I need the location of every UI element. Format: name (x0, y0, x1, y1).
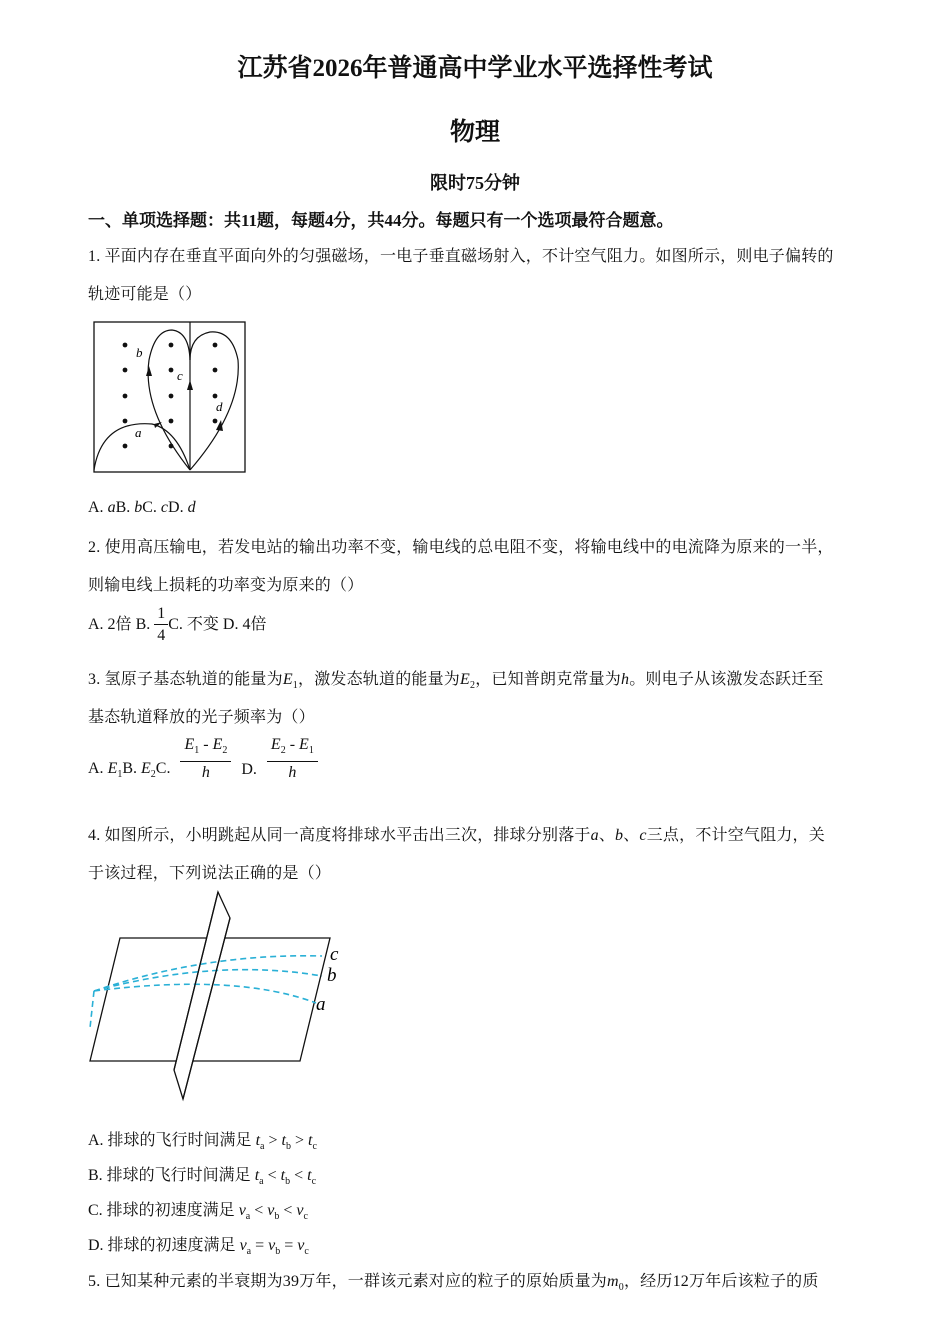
q3-option-d-label[interactable]: D. (241, 760, 257, 778)
q4-option-c[interactable]: C. 排球的初速度满足 $v_a < v_b < v_c$ (88, 1202, 308, 1223)
q3-option-b[interactable]: B. $E_2$ (122, 759, 156, 780)
q3-line1: 3. 氢原子基态轨道的能量为$E_1$，激发态轨道的能量为$E_2$，已知普朗克常量为h。则电子从该激发态跃迁至 (88, 671, 824, 692)
q1-option-d[interactable]: D. d (168, 499, 196, 516)
point-b-label: b (327, 965, 337, 986)
q4-line2: 于该过程，下列说法正确的是（） (88, 865, 332, 882)
q2-option-d[interactable]: D. 4倍 (222, 616, 267, 634)
subject-title: 物理 (449, 119, 500, 146)
label-d: d (216, 399, 223, 414)
q5-line1: 5. 已知某种元素的半衰期为39万年，一群该元素对应的粒子的原始质量为$m_0$，经历12万年后该粒子的质 (88, 1273, 819, 1294)
point-c-label: c (330, 944, 339, 965)
q2-option-b[interactable]: B. $\frac{1}{4}$ (136, 616, 169, 633)
point-a-label: a (316, 994, 326, 1015)
q1-line1: 1. 平面内存在垂直平面向外的匀强磁场，一电子垂直磁场射入，不计空气阻力。如图所示，则电子偏转的 (88, 248, 834, 265)
q2-line2: 则输电线上损耗的功率变为原来的（） (88, 577, 364, 594)
q2-option-a[interactable]: A. 2倍 (88, 616, 132, 634)
q3-option-d-fraction[interactable]: $\frac{E_2 - E_1}{h}$ (267, 735, 318, 784)
q2-options (88, 604, 266, 647)
q1-magnetic-field-figure (92, 320, 248, 474)
time-limit: 限时75分钟 (430, 173, 520, 193)
q3-options (88, 735, 318, 784)
q4-volleyball-figure (86, 888, 356, 1104)
q1-line2: 轨迹可能是（） (88, 286, 202, 303)
q2-line1: 2. 使用高压输电，若发电站的输出功率不变，输电线的总电阻不变，将输电线中的电流降为原来的一半， (88, 539, 834, 556)
q1-option-c[interactable]: C. c (142, 499, 169, 516)
q4-option-d[interactable]: D. 排球的初速度满足 $v_a = v_b = v_c$ (88, 1237, 309, 1258)
q2-option-c[interactable]: C. 不变 (168, 616, 219, 634)
q1-options (88, 499, 196, 517)
q4-option-a[interactable]: A. 排球的飞行时间满足 $t_a > t_b > t_c$ (88, 1132, 317, 1153)
q3-option-c-label[interactable]: C. (155, 759, 171, 777)
label-b: b (136, 345, 143, 360)
q4-line1: 4. 如图所示，小明跳起从同一高度将排球水平击出三次，排球分别落于a、b、c三点，不计空气阻力，关 (88, 827, 825, 844)
q1-option-a[interactable]: A. a (88, 499, 116, 516)
q1-option-b[interactable]: B. b (115, 499, 143, 516)
q3-option-a[interactable]: A. $E_1$ (88, 759, 123, 780)
fraction-one-quarter: $\frac{1}{4}$ (154, 604, 168, 647)
label-c: c (177, 368, 183, 383)
q3-line2: 基态轨道释放的光子频率为（） (88, 709, 315, 726)
label-a: a (135, 425, 142, 440)
exam-title: 江苏省2026年普通高中学业水平选择性考试 (237, 55, 713, 82)
q3-option-c-fraction[interactable]: $\frac{E_1 - E_2}{h}$ (180, 735, 231, 784)
q4-option-b[interactable]: B. 排球的飞行时间满足 $t_a < t_b < t_c$ (88, 1167, 317, 1188)
section-heading: 一、单项选择题：共11题，每题4分，共44分。每题只有一个选项最符合题意。 (88, 211, 674, 230)
